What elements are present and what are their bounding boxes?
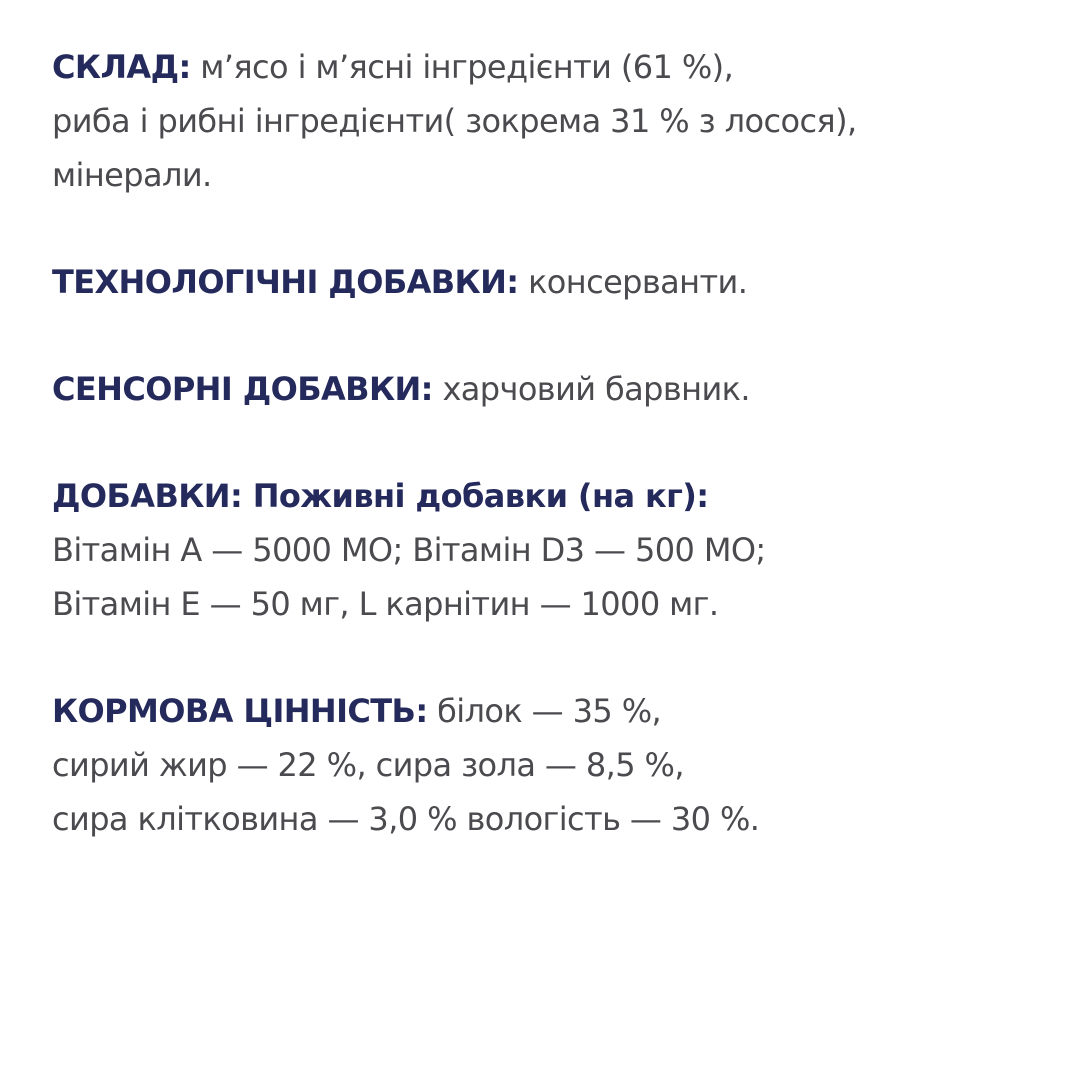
nutritional-text-1: білок — 35 %, [427,692,662,730]
additives-section [52,469,1052,631]
product-info [52,40,1052,899]
nutritional-line-1 [52,684,1052,738]
nutritional-line-3: сира клітковина — 3,0 % вологість — 30 %. [52,800,760,838]
composition-text-1: м’ясо і м’ясні інгредієнти (61 %), [190,48,734,86]
tech-additives-line [52,255,1052,309]
additives-line-1 [52,469,1052,523]
composition-line-2: риба і рибні інгредієнти( зокрема 31 % з лосося), [52,102,857,140]
composition-section [52,40,1052,202]
additives-line-3: Вітамін Е — 50 мг, L карнітин — 1000 мг. [52,585,719,623]
sensory-additives-section [52,362,1052,416]
composition-line-3: мінерали. [52,156,212,194]
sensory-additives-label: СЕНСОРНІ ДОБАВКИ: [52,370,433,408]
tech-additives-text: консерванти. [518,263,748,301]
additives-line-2: Вітамін А — 5000 МО; Вітамін D3 — 500 МО; [52,531,766,569]
additives-subtitle: Поживні добавки (на кг): [242,477,709,515]
nutritional-value-section [52,684,1052,846]
nutritional-value-label: КОРМОВА ЦІННІСТЬ: [52,692,428,730]
composition-line-1 [52,40,1052,94]
tech-additives-label: ТЕХНОЛОГІЧНІ ДОБАВКИ: [52,263,519,301]
sensory-additives-line [52,362,1052,416]
tech-additives-section [52,255,1052,309]
composition-label: СКЛАД: [52,48,191,86]
nutritional-line-2: сирий жир — 22 %, сира зола — 8,5 %, [52,746,684,784]
additives-label: ДОБАВКИ: [52,477,243,515]
sensory-additives-text: харчовий барвник. [432,370,750,408]
